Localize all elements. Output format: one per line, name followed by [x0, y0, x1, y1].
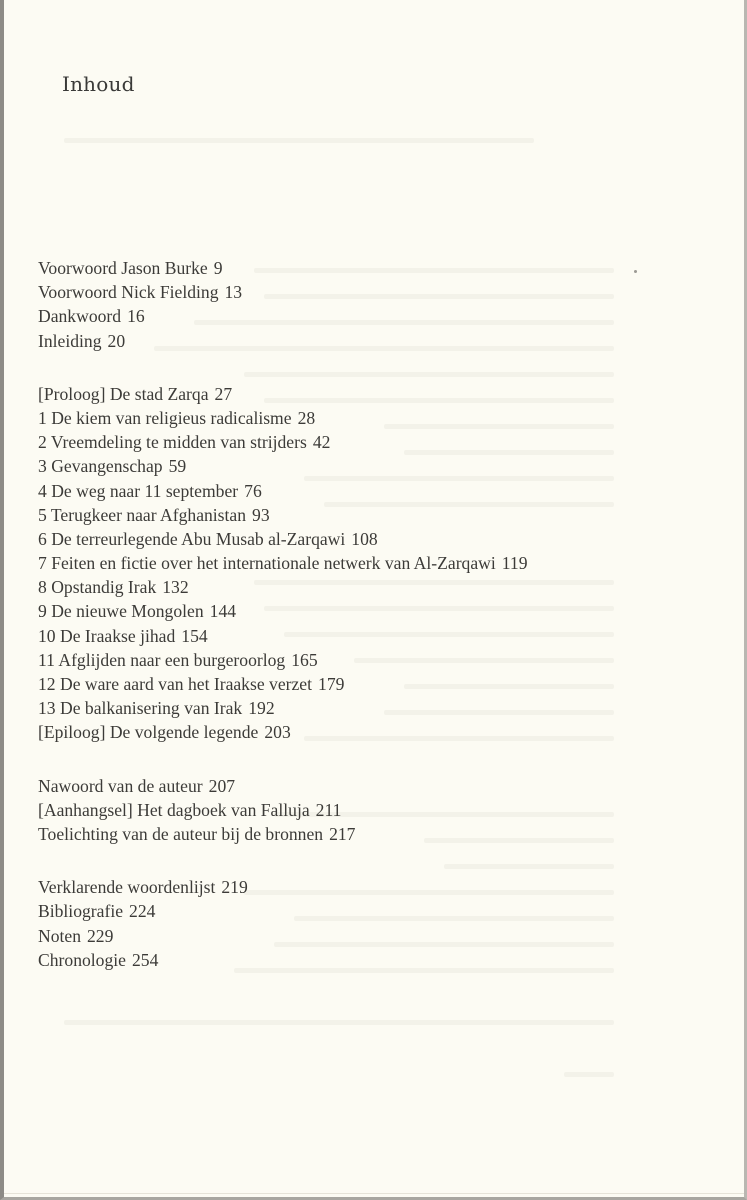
toc-entry — [38, 304, 678, 328]
toc-entry — [38, 798, 678, 822]
toc-entry-page-number: 224 — [129, 901, 156, 922]
toc-entry-title: 5 Terugkeer naar Afghanistan — [38, 504, 247, 525]
toc-entry-title: Chronologie — [38, 949, 126, 970]
toc-entry-title: Inleiding — [38, 330, 102, 351]
toc-group — [38, 382, 678, 745]
toc-entry — [38, 551, 678, 575]
toc-entry-page-number: 108 — [351, 528, 378, 549]
toc-entry-page-number: 13 — [224, 282, 243, 303]
toc-entry-title: 3 Gevangenschap — [38, 456, 163, 477]
toc-entry — [38, 672, 678, 696]
toc-group — [38, 256, 678, 353]
toc-entry — [38, 256, 678, 280]
toc-entry-title: Voorwoord Jason Burke — [38, 258, 208, 278]
toc-entry-title: Dankwoord — [38, 306, 122, 327]
toc-entry-page-number: 28 — [297, 407, 316, 428]
toc-entry-page-number: 229 — [87, 925, 114, 946]
toc-entry-title: 1 De kiem van religieus radicalisme — [38, 407, 292, 428]
toc-entry-page-number: 207 — [208, 775, 236, 796]
toc-entry — [38, 899, 678, 923]
table-of-contents — [38, 256, 678, 1001]
toc-entry-title: Nawoord van de auteur — [38, 775, 203, 796]
toc-entry-title: 10 De Iraakse jihad — [38, 625, 176, 646]
toc-entry — [38, 774, 678, 798]
toc-entry — [38, 280, 678, 304]
toc-entry-page-number: 217 — [329, 823, 356, 844]
toc-entry — [38, 696, 678, 720]
toc-entry-title: 6 De terreurlegende Abu Musab al-Zarqawi — [38, 528, 346, 549]
toc-entry-page-number: 254 — [131, 949, 159, 970]
toc-entry-page-number: 93 — [252, 504, 270, 525]
toc-entry-page-number: 203 — [264, 722, 291, 743]
toc-entry-page-number: 16 — [127, 306, 145, 327]
page-title: Inhoud — [62, 72, 135, 96]
toc-group — [38, 875, 678, 972]
toc-entry — [38, 924, 678, 948]
toc-entry-title: [Aanhangsel] Het dagboek van Falluja — [38, 799, 310, 820]
toc-entry — [38, 382, 678, 406]
toc-entry-title: Verklarende woordenlijst — [38, 877, 216, 898]
toc-entry-page-number: 119 — [501, 553, 528, 574]
toc-entry-title: 7 Feiten en fictie over het internationale netwerk van Al-Zarqawi — [38, 553, 496, 574]
toc-entry-page-number: 132 — [162, 577, 189, 598]
toc-entry — [38, 454, 678, 478]
toc-entry — [38, 599, 678, 623]
toc-entry-title: 11 Afglijden naar een burgeroorlog — [38, 649, 286, 670]
toc-entry-page-number: 9 — [213, 258, 223, 278]
toc-entry-page-number: 192 — [248, 698, 275, 719]
toc-entry-title: 12 De ware aard van het Iraakse verzet — [38, 674, 313, 694]
page-edge — [4, 1193, 744, 1194]
toc-entry-page-number: 27 — [214, 383, 233, 404]
toc-entry — [38, 527, 678, 551]
toc-entry-title: 2 Vreemdeling te midden van strijders — [38, 432, 307, 453]
toc-entry-page-number: 144 — [209, 601, 237, 622]
toc-entry-title: 13 De balkanisering van Irak — [38, 698, 243, 719]
toc-entry-page-number: 76 — [244, 480, 262, 501]
toc-entry — [38, 329, 678, 353]
toc-entry — [38, 503, 678, 527]
toc-entry-title: Noten — [38, 925, 81, 946]
toc-entry — [38, 406, 678, 430]
toc-entry-page-number: 179 — [318, 674, 345, 694]
toc-entry-page-number: 42 — [312, 432, 331, 453]
toc-entry — [38, 479, 678, 503]
toc-entry-title: 4 De weg naar 11 september — [38, 480, 239, 501]
toc-entry — [38, 948, 678, 972]
toc-entry-title: [Epiloog] De volgende legende — [38, 722, 259, 743]
toc-entry-page-number: 154 — [181, 625, 208, 646]
toc-entry — [38, 624, 678, 648]
toc-entry — [38, 875, 678, 899]
toc-entry-page-number: 219 — [221, 877, 248, 898]
toc-entry-title: Bibliografie — [38, 901, 124, 922]
toc-entry-title: 9 De nieuwe Mongolen — [38, 601, 204, 622]
toc-entry — [38, 575, 678, 599]
toc-group — [38, 774, 678, 847]
toc-entry-title: Toelichting van de auteur bij de bronnen — [38, 823, 324, 844]
toc-entry-page-number: 211 — [315, 799, 342, 820]
toc-entry — [38, 822, 678, 846]
toc-entry-page-number: 165 — [291, 649, 318, 670]
toc-entry-page-number: 59 — [168, 456, 187, 477]
toc-entry-title: 8 Opstandig Irak — [38, 577, 157, 598]
toc-entry-page-number: 20 — [107, 330, 126, 351]
toc-entry — [38, 720, 678, 744]
toc-entry — [38, 430, 678, 454]
toc-entry — [38, 648, 678, 672]
toc-entry-title: [Proloog] De stad Zarqa — [38, 383, 209, 404]
toc-entry-title: Voorwoord Nick Fielding — [38, 282, 219, 303]
